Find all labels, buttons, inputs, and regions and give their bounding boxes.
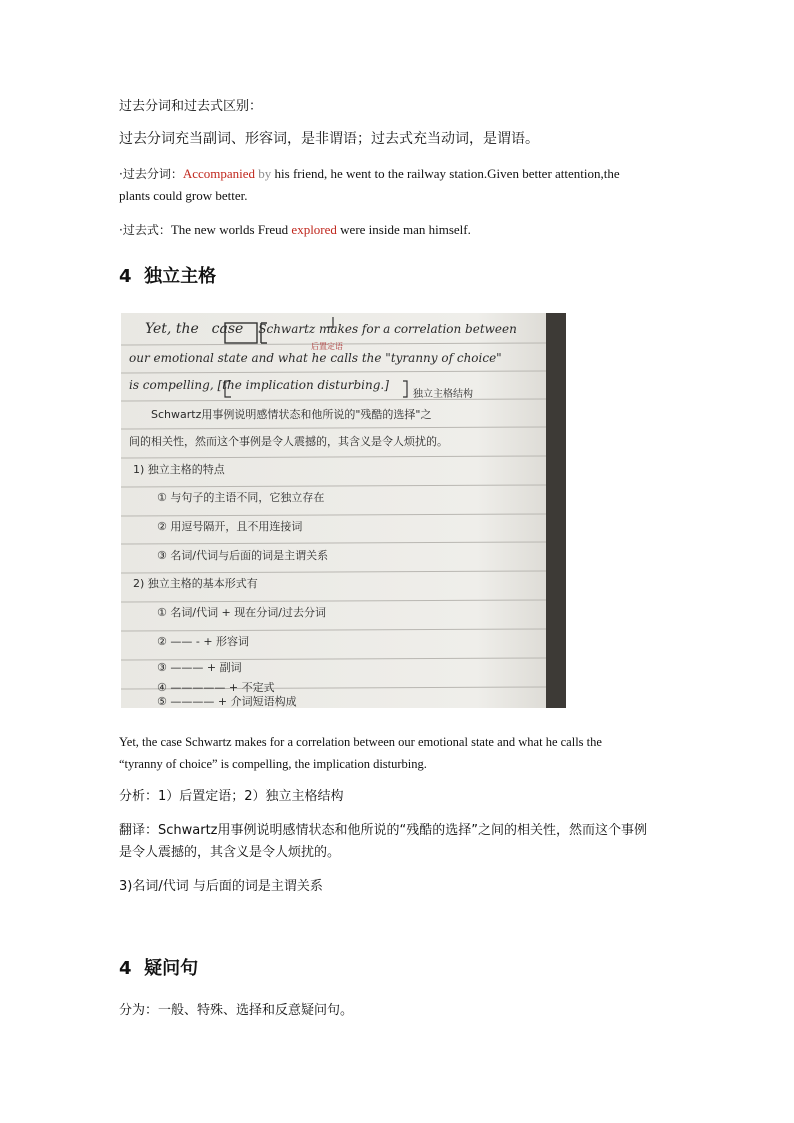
handwriting-zh-2: 间的相关性，然而这个事例是令人震撼的，其含义是令人烦扰的。 bbox=[129, 435, 448, 448]
hw-note-absolute: 独立主格结构 bbox=[413, 389, 473, 400]
header-rule: 过去分词充当副词、形容词，是非谓语；过去式充当动词，是谓语。 bbox=[119, 131, 539, 147]
handwriting-form-1: ① 名词/代词 + 现在分词/过去分词 bbox=[157, 606, 326, 619]
note-subject-predicate: 3)名词/代词 与后面的词是主谓关系 bbox=[119, 879, 323, 894]
section-number: 4 bbox=[119, 266, 132, 287]
handwriting-zh-1: Schwartz用事例说明感情状态和他所说的"残酷的选择"之 bbox=[151, 408, 432, 421]
handwriting-form-3: ③ ——— + 副词 bbox=[157, 661, 242, 674]
past-tense-post: were inside man himself. bbox=[336, 222, 471, 237]
handwriting-line-1 bbox=[145, 321, 517, 337]
red-word-explored: explored bbox=[291, 222, 337, 237]
handwritten-notes-photo bbox=[121, 313, 566, 708]
section-title: 独立主格 bbox=[144, 266, 217, 287]
handwriting-form-5: ⑤ ———— + 介词短语构成 bbox=[157, 695, 297, 708]
handwriting-form-4: ④ ————— + 不定式 bbox=[157, 681, 275, 694]
handwriting-heading-2: 2) 独立主格的基本形式有 bbox=[133, 577, 258, 590]
caption-line-2: “tyranny of choice” is compelling, the implication disturbing. bbox=[119, 757, 427, 771]
past-participle-label: ·过去分词： bbox=[119, 167, 183, 181]
hw-yet-the: Yet, the bbox=[145, 321, 199, 337]
handwriting-point-1: ① 与句子的主语不同，它独立存在 bbox=[157, 491, 325, 504]
handwriting-heading-1: 1) 独立主格的特点 bbox=[133, 463, 225, 476]
handwriting-point-2: ② 用逗号隔开，且不用连接词 bbox=[157, 520, 303, 533]
analysis: 分析：1）后置定语；2）独立主格结构 bbox=[119, 789, 344, 804]
past-tense-pre: The new worlds Freud bbox=[170, 222, 292, 237]
past-tense-label: ·过去式： bbox=[119, 223, 171, 237]
handwriting-line-3: is compelling, [the implication disturbing.] bbox=[129, 378, 389, 392]
handwriting-form-2: ② —— - + 形容词 bbox=[157, 635, 250, 648]
past-participle-example bbox=[119, 163, 675, 185]
translation-line-1: 翻译：Schwartz用事例说明感情状态和他所说的“残酷的选择”之间的相关性，然而这个事例 bbox=[119, 823, 647, 838]
header-title: 过去分词和过去式区别： bbox=[119, 99, 263, 114]
past-tense-example bbox=[119, 219, 675, 241]
example-text-1: his friend, he went to the railway station.Given better attention,the bbox=[271, 166, 620, 181]
translation-line-2: 是令人震撼的，其含义是令人烦扰的。 bbox=[119, 845, 341, 860]
gray-word-by: by bbox=[258, 166, 272, 181]
hw-line1-rest: Schwartz makes for a correlation between bbox=[258, 322, 517, 336]
question-types: 分为：一般、特殊、选择和反意疑问句。 bbox=[119, 1003, 354, 1018]
section-title: 疑问句 bbox=[144, 958, 199, 979]
section-number: 4 bbox=[119, 958, 132, 979]
caption-line-1: Yet, the case Schwartz makes for a correlation between our emotional state and what he calls the bbox=[119, 735, 602, 749]
section-heading-questions bbox=[119, 954, 198, 980]
red-word-accompanied: Accompanied bbox=[182, 166, 256, 181]
handwriting-point-3: ③ 名词/代词与后面的词是主谓关系 bbox=[157, 549, 329, 562]
handwriting-line-2: our emotional state and what he calls the "tyranny of choice" bbox=[129, 351, 502, 365]
example-text-2: plants could grow better. bbox=[119, 188, 248, 203]
hw-case: case bbox=[211, 321, 244, 337]
section-heading-absolute-construction bbox=[119, 262, 216, 288]
hw-note-postpositive: 后置定语 bbox=[311, 342, 343, 351]
